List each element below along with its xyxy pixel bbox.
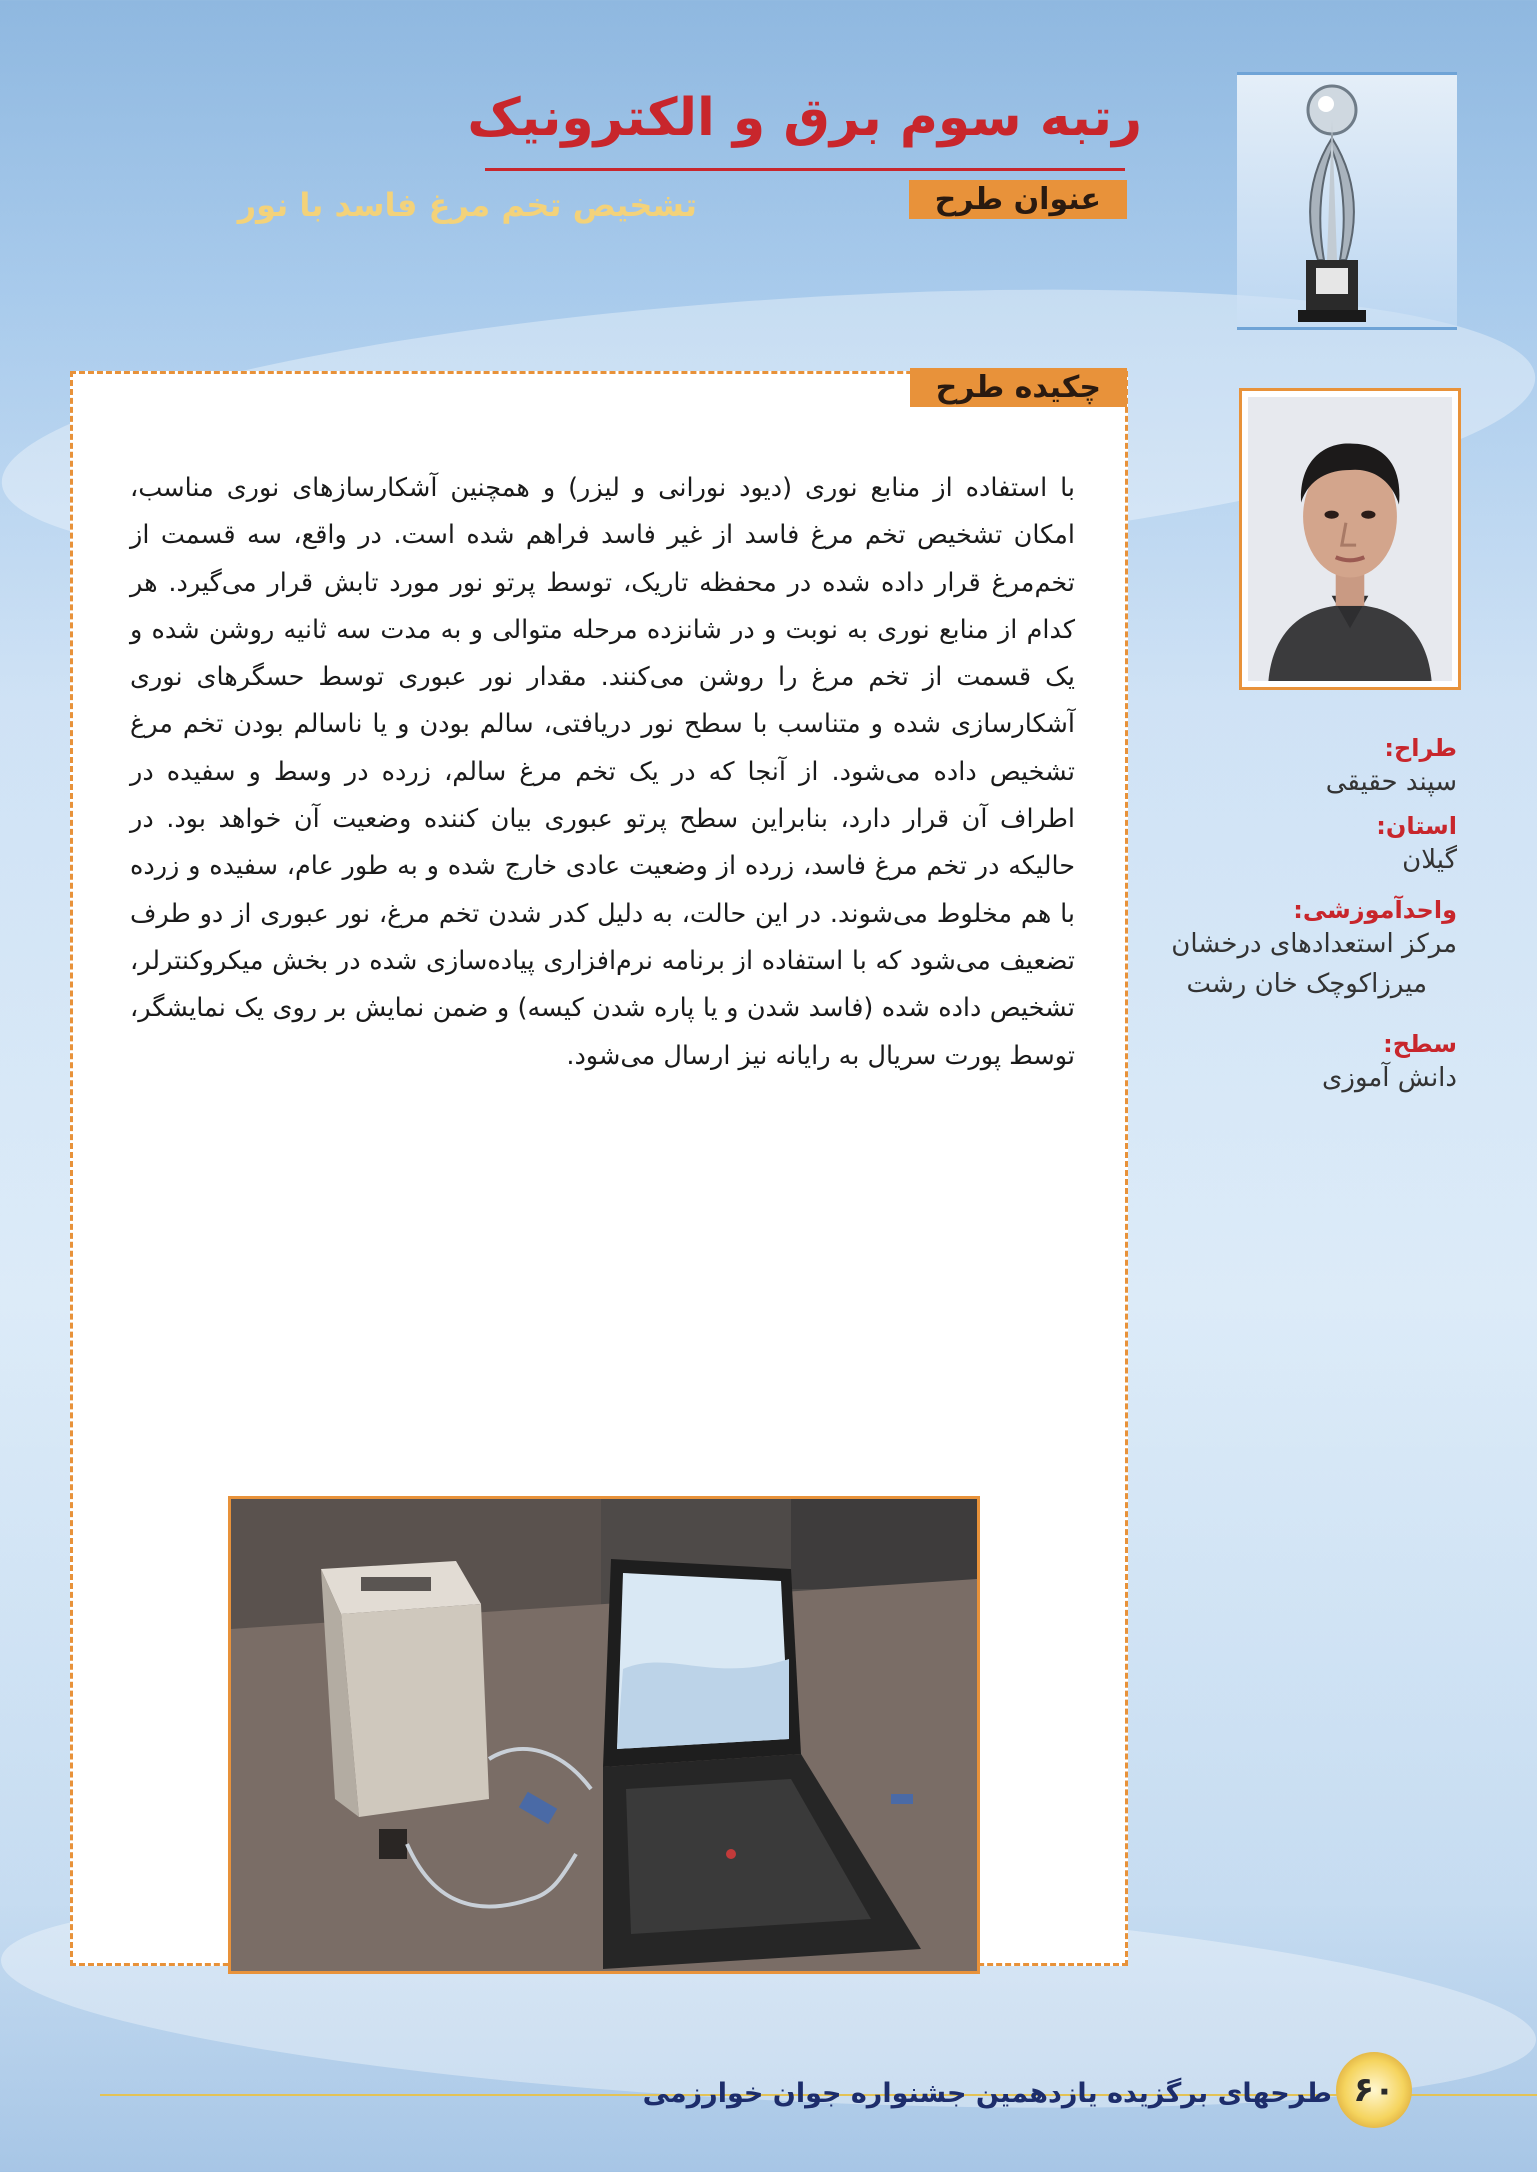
project-title-label: عنوان طرح <box>909 180 1127 219</box>
designer-label: طراح: <box>1384 734 1457 762</box>
trophy-icon <box>1272 80 1392 330</box>
main-title: رتبه سوم برق و الکترونیک <box>467 88 1142 148</box>
page-number: ۶۰ <box>1336 2052 1412 2128</box>
designer-photo-frame <box>1239 388 1461 690</box>
designer-name: سپند حقیقی <box>1325 767 1457 797</box>
unit-value-line1: مرکز استعدادهای درخشان <box>1171 929 1457 959</box>
level-label: سطح: <box>1383 1030 1457 1058</box>
province-label: استان: <box>1376 812 1457 840</box>
province-value: گیلان <box>1402 845 1457 875</box>
level-value: دانش آموزی <box>1322 1063 1457 1093</box>
unit-label: واحدآموزشی: <box>1293 896 1457 924</box>
abstract-text: با استفاده از منابع نوری (دیود نورانی و لیزر) و همچنین آشکارسازهای نوری مناسب، امکان تشخیص تخم مرغ فاسد از غیر فاسد فراهم شده است. در واقع، سه قسمت از تخم‌مرغ قرار داده شده در محفظه تاریک، توسط پرتو نور مورد تابش قرار می‌گیرد. هر کدام از منابع نوری به نوبت و در شانزده مرحله متوالی و به مدت سه ثانیه روشن شده و یک قسمت از تخم مرغ را روشن می‌کنند. مقدار نور عبوری توسط حسگرهای نوری آشکارسازی شده و متناسب با سطح نور دریافتی، سالم بودن و یا ناسالم بودن تخم مرغ تشخیص داده می‌شود. از آنجا که در یک تخم مرغ سالم، زرده در وسط و سفیده در اطراف آن قرار دارد، بنابراین سطح پرتو عبوری بیان کننده وضعیت آن خواهد بود. در حالیکه در تخم مرغ فاسد، زرده از وضعیت عادی خارج شده و به طور عام، سفیده و زرده با هم مخلوط می‌شوند. در این حالت، به دلیل کدر شدن تخم مرغ، نور عبوری از دو طرف تضعیف می‌شود که با استفاده از برنامه نرم‌افزاری پیاده‌سازی شده در بخش میکروکنترلر، تشخیص داده شده (فاسد شدن و یا پاره شدن کیسه) و ضمن نمایش بر روی یک نمایشگر، توسط پورت سریال به رایانه نیز ارسال می‌شود. <box>130 473 1075 1071</box>
title-underline <box>485 168 1125 171</box>
footer-title: طرحهای برگزیده یازدهمین جشنواره جوان خوارزمی <box>642 2078 1332 2109</box>
designer-photo <box>1248 397 1452 681</box>
unit-value-line2: میرزاکوچک خان رشت <box>1186 969 1427 999</box>
project-title: تشخیص تخم مرغ فاسد با نور <box>237 186 697 224</box>
device-photo <box>228 1496 980 1974</box>
abstract-label: چکیده طرح <box>910 368 1127 407</box>
device-photo-illustration <box>231 1499 977 1971</box>
